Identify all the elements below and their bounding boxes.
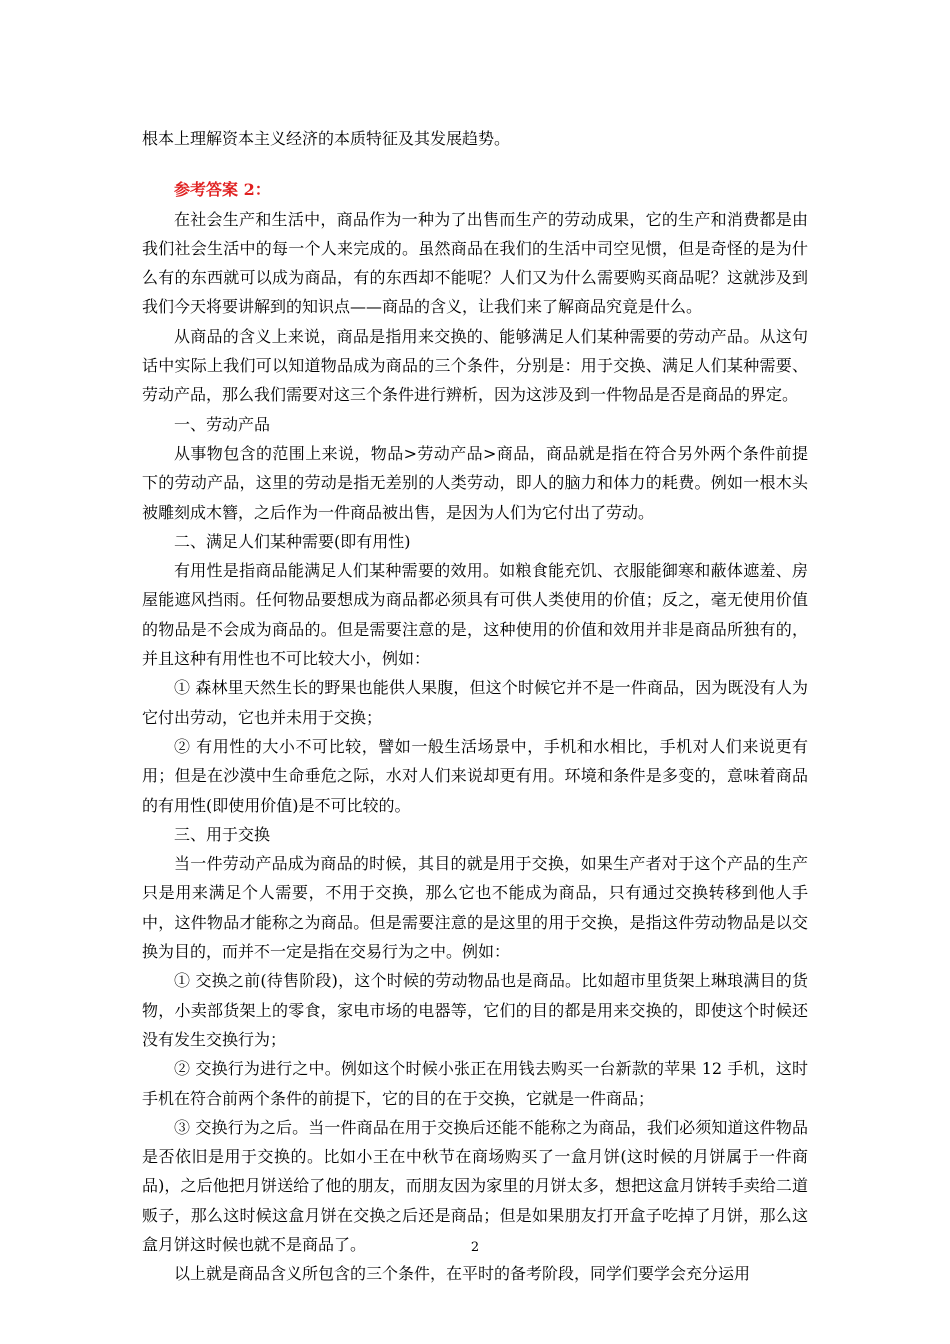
section-heading-exchange: 三、用于交换: [174, 824, 271, 844]
paragraph: 以上就是商品含义所包含的三个条件，在平时的备考阶段，同学们要学会充分运用: [174, 1264, 751, 1284]
paragraph: 当一件劳动产品成为商品的时候，其目的就是用于交换，如果生产者对于这个产品的生产只是用来满足个人需要，不用于交换，那么它也不能成为商品，只有通过交换转移到他人手中，这件物品才能称之为商品。但是需要注意的是这里的用于交换，是指这件劳动物品是以交换为目的，而并不一定是指在交易行为之中。例如：: [142, 854, 808, 962]
intro-line: 根本上理解资本主义经济的本质特征及其发展趋势。: [142, 129, 511, 148]
list-item: ② 交换行为进行之中。例如这个时候小张正在用钱去购买一台新款的苹果 12 手机，这时手机在符合前两个条件的前提下，它的目的在于交换，它就是一件商品；: [142, 1059, 808, 1108]
list-item: ① 交换之前(待售阶段)，这个时候的劳动物品也是商品。比如超市里货架上琳琅满目的货物，小卖部货架上的零食，家电市场的电器等，它们的目的都是用来交换的，即使这个时候还没有发生交换行为；: [142, 971, 808, 1049]
list-item: ② 有用性的大小不可比较，譬如一般生活场景中，手机和水相比，手机对人们来说更有用；但是在沙漠中生命垂危之际，水对人们来说却更有用。环境和条件是多变的，意味着商品的有用性(即使用价值)是不可比较的。: [142, 736, 808, 815]
paragraph: 在社会生产和生活中，商品作为一种为了出售而生产的劳动成果，它的生产和消费都是由我们社会生活中的每一个人来完成的。虽然商品在我们的生活中司空见惯，但是奇怪的是为什么有的东西就可以成为商品，有的东西却不能呢？人们又为什么需要购买商品呢？这就涉及到我们今天将要讲解到的知识点——商品的含义，让我们来了解商品究竟是什么。: [142, 209, 808, 317]
answer-heading: 参考答案 2：: [174, 180, 271, 200]
document-body: [142, 124, 808, 1289]
list-item: ① 森林里天然生长的野果也能供人果腹，但这个时候它并不是一件商品，因为既没有人为它付出劳动，它也并未用于交换；: [142, 678, 808, 727]
page-number: 2: [470, 1240, 480, 1255]
list-item: ③ 交换行为之后。当一件商品在用于交换后还能不能称之为商品，我们必须知道这件物品是否依旧是用于交换的。比如小王在中秋节在商场购买了一盒月饼(这时候的月饼属于一件商品)，之后他把月饼送给了他的朋友，而朋友因为家里的月饼太多，想把这盒月饼转手卖给二道贩子，那么这时候这盒月饼在交换之后还是商品；但是如果朋友打开盒子吃掉了月饼，那么这盒月饼这时候也就不是商品了。: [142, 1117, 808, 1254]
paragraph: 从事物包含的范围上来说，物品>劳动产品>商品，商品就是指在符合另外两个条件前提下的劳动产品，这里的劳动是指无差别的人类劳动，即人的脑力和体力的耗费。例如一根木头被雕刻成木簪，之后作为一件商品被出售，是因为人们为它付出了劳动。: [142, 443, 808, 522]
section-heading-usefulness: 二、满足人们某种需要(即有用性): [174, 531, 411, 551]
paragraph: 从商品的含义上来说，商品是指用来交换的、能够满足人们某种需要的劳动产品。从这句话中实际上我们可以知道物品成为商品的三个条件，分别是：用于交换、满足人们某种需要、劳动产品，那么我们需要对这三个条件进行辨析，因为这涉及到一件物品是否是商品的界定。: [142, 326, 808, 405]
section-heading-labor-product: 一、劳动产品: [174, 414, 271, 434]
paragraph: 有用性是指商品能满足人们某种需要的效用。如粮食能充饥、衣服能御寒和蔽体遮羞、房屋能遮风挡雨。任何物品要想成为商品都必须具有可供人类使用的价值；反之，毫无使用价值的物品是不会成为商品的。但是需要注意的是，这种使用的价值和效用并非是商品所独有的，并且这种有用性也不可比较大小，例如：: [142, 561, 808, 669]
